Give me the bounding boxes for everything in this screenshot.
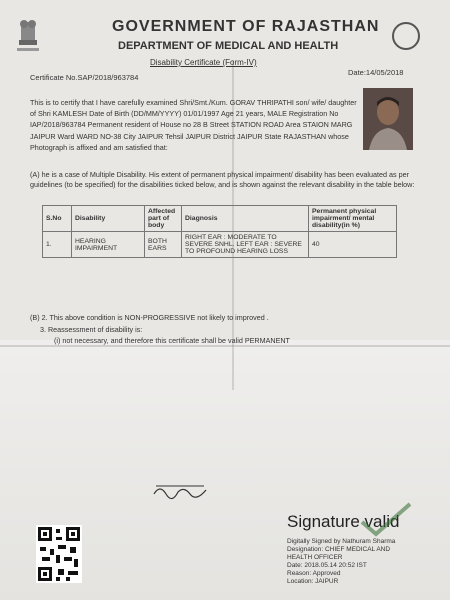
department-logo-icon: [392, 22, 420, 50]
header-affected-part: Affected part of body: [145, 206, 182, 232]
designation-cont: HEALTH OFFICER: [287, 554, 343, 561]
cell-diagnosis: RIGHT EAR : MODERATE TO SEVERE SNHL. LEFT EAR : SEVERE TO PROFOUND HEARING LOSS: [182, 232, 309, 258]
disability-table: [42, 205, 397, 258]
check-mark-icon: [356, 500, 416, 540]
applicant-photo: [363, 88, 413, 150]
digital-signature-details: [287, 538, 427, 586]
designation: Designation: CHIEF MEDICAL AND: [287, 546, 391, 553]
cell-disability: HEARING IMPAIRMENT: [72, 232, 145, 258]
signature-valid-label: Signature valid: [287, 512, 400, 531]
header-sno: S.No: [43, 206, 72, 232]
cell-sno: 1.: [43, 232, 72, 258]
signature-reason: Reason: Approved: [287, 570, 341, 577]
government-title: GOVERNMENT OF RAJASTHAN: [112, 18, 380, 35]
header-disability: Disability: [72, 206, 145, 232]
certificate-number: Certificate No.SAP/2018/963784: [30, 73, 139, 82]
state-emblem-icon: [14, 18, 42, 56]
horizontal-fold: [0, 345, 450, 347]
signed-by: Digitally Signed by Nathuram Sharma: [287, 538, 396, 545]
table-row: [43, 232, 397, 258]
header-diagnosis: Diagnosis: [182, 206, 309, 232]
signature-location: Location: JAIPUR: [287, 578, 339, 585]
cell-affected-part: BOTH EARS: [145, 232, 182, 258]
signature-date: Date: 2018.05.14 20:52 IST: [287, 562, 367, 569]
person-photo-icon: [363, 88, 413, 150]
handwritten-signature: [150, 480, 210, 502]
certificate-date: Date:14/05/2018: [348, 68, 404, 77]
table-header-row: [43, 206, 397, 232]
cell-percent: 40: [309, 232, 397, 258]
header-impairment-percent: Permanent physical impairment/ mental disability(in %): [309, 206, 397, 232]
clause-validity: (i) not necessary, and therefore this certificate shall be valid PERMANENT: [54, 336, 290, 345]
department-title: DEPARTMENT OF MEDICAL AND HEALTH: [118, 40, 339, 52]
certification-paragraph: This is to certify that I have carefully examined Shri/Smt./Kum. GORAV THRIPATHI son/ wife/ daughter of Shri KAMLESH Date of Birth (DD/MM/YYYY) 01/01/1997 Age 21 years, MALE Registration No IAP/2018/963784 Permanent resident of House no 28 B Street STATION ROAD Area STAION MARG JAIPUR Ward WARD NO-38 City JAIPUR Tehsil JAIPUR District JAIPUR State RAJASTHAN whose Photograph is affixed and am satisfied that:: [30, 98, 357, 152]
certificate-subtitle: Disability Certificate (Form-IV): [150, 58, 257, 67]
clause-b-text: (B) 2. This above condition is NON-PROGRESSIVE not likely to improved .: [30, 313, 269, 322]
clause-a-text: (A) he is a case of Multiple Disability. His extent of permanent physical impairment/ disability has been evaluated as per guidelines (to be specified) for the disabilities ticked below, and is shown against the relevant disability in the table below:: [30, 170, 415, 189]
qr-code-icon: [36, 525, 82, 583]
clause-reassessment: 3. Reassessment of disability is:: [40, 325, 143, 334]
